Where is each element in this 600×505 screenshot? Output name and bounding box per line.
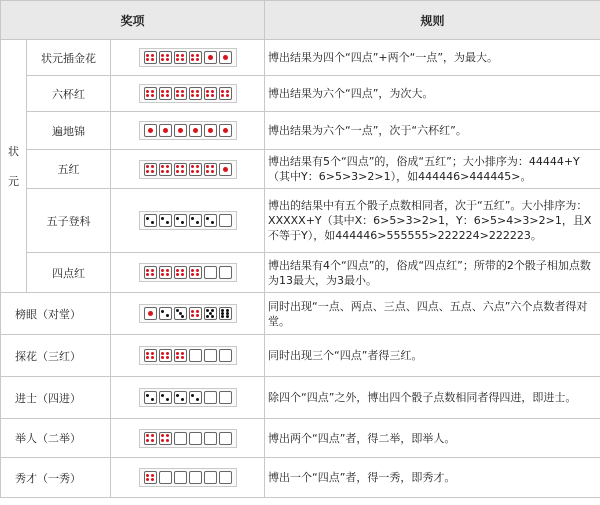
award-name: 举人（二举） [1, 419, 111, 458]
die-pip [161, 394, 164, 397]
award-name: 五子登科 [27, 189, 111, 253]
rule-header: 规则 [265, 1, 600, 40]
die-pip [161, 94, 164, 97]
die-pip [176, 58, 179, 61]
die-pip [146, 478, 149, 481]
die-pip [206, 315, 209, 318]
die-pip [166, 221, 169, 224]
die-pip [181, 165, 184, 168]
die-pip [191, 394, 194, 397]
blank-die-icon [189, 349, 202, 362]
table-row [1, 335, 600, 377]
die-two-icon [204, 214, 217, 227]
rule-text: 除四个“四点”之外，博出四个骰子点数相同者得四进，即进士。 [265, 377, 600, 419]
die-pip [181, 315, 184, 318]
award-name: 四点红 [27, 253, 111, 293]
die-pip [151, 58, 154, 61]
die-pip [193, 128, 198, 133]
die-two-icon [174, 391, 187, 404]
die-pip [161, 269, 164, 272]
dice-cell [111, 112, 265, 150]
rule-text: 博出结果有5个“四点”的，俗成“五红”；大小排序为：44444+Y（其中Y：6>5>3>2>1），如444446>444445>。 [265, 150, 600, 189]
die-pip [161, 54, 164, 57]
die-pip [146, 94, 149, 97]
die-pip [181, 94, 184, 97]
die-pip [151, 356, 154, 359]
blank-die-icon [174, 432, 187, 445]
die-pip [181, 170, 184, 173]
die-pip [196, 398, 199, 401]
die-four-icon [174, 51, 187, 64]
dice-cell [111, 76, 265, 112]
die-pip [191, 310, 194, 313]
die-pip [146, 58, 149, 61]
blank-die-icon [189, 471, 202, 484]
die-pip [146, 356, 149, 359]
die-four-icon [144, 51, 157, 64]
blank-die-icon [219, 432, 232, 445]
die-pip [166, 356, 169, 359]
die-pip [206, 165, 209, 168]
award-name: 秀才（一秀） [1, 458, 111, 498]
header-row [1, 1, 600, 40]
die-pip [166, 165, 169, 168]
award-header: 奖项 [1, 1, 265, 40]
dice-cell [111, 293, 265, 335]
die-pip [146, 217, 149, 220]
die-pip [176, 356, 179, 359]
rule-text: 博出结果为四个“四点”+两个“一点”，为最大。 [265, 40, 600, 76]
die-pip [226, 94, 229, 97]
table-row [1, 293, 600, 335]
die-four-icon [144, 266, 157, 279]
dice-group [139, 263, 237, 282]
die-four-icon [174, 349, 187, 362]
die-pip [166, 352, 169, 355]
die-pip [196, 58, 199, 61]
die-pip [151, 54, 154, 57]
die-pip [146, 90, 149, 93]
die-pip [191, 90, 194, 93]
die-one-icon [219, 124, 232, 137]
table-row [1, 253, 600, 293]
dice-group [139, 388, 237, 407]
die-pip [146, 273, 149, 276]
die-pip [211, 170, 214, 173]
table-row [1, 189, 600, 253]
dice-group [139, 160, 237, 179]
die-pip [181, 269, 184, 272]
die-pip [196, 221, 199, 224]
blank-die-icon [204, 471, 217, 484]
die-pip [151, 439, 154, 442]
die-four-icon [189, 307, 202, 320]
die-pip [166, 54, 169, 57]
die-pip [196, 54, 199, 57]
award-name: 探花（三红） [1, 335, 111, 377]
die-pip [151, 352, 154, 355]
die-pip [208, 55, 213, 60]
die-four-icon [189, 163, 202, 176]
table-row [1, 112, 600, 150]
die-four-icon [159, 87, 172, 100]
die-pip [151, 434, 154, 437]
blank-die-icon [204, 266, 217, 279]
die-pip [151, 474, 154, 477]
die-pip [161, 273, 164, 276]
award-name: 榜眼（对堂） [1, 293, 111, 335]
die-one-icon [144, 124, 157, 137]
rule-text: 博出的结果中有五个骰子点数相同者，次于“五红”。大小排序为：XXXXX+Y（其中X：6>5>3>2>1，Y：6>5>4>3>2>1，且X不等于Y），如444446>555555>222224>222223。 [265, 189, 600, 253]
die-pip [211, 165, 214, 168]
die-pip [221, 315, 224, 318]
die-pip [146, 170, 149, 173]
die-pip [223, 167, 228, 172]
blank-die-icon [204, 432, 217, 445]
die-pip [161, 58, 164, 61]
die-one-icon [189, 124, 202, 137]
die-four-icon [159, 51, 172, 64]
die-four-icon [189, 266, 202, 279]
rule-text: 同时出现“一点、两点、三点、四点、五点、六点”六个点数者得对堂。 [265, 293, 600, 335]
die-pip [146, 474, 149, 477]
die-pip [191, 273, 194, 276]
die-pip [181, 54, 184, 57]
dice-cell [111, 419, 265, 458]
die-pip [163, 128, 168, 133]
die-pip [191, 314, 194, 317]
die-pip [148, 128, 153, 133]
blank-die-icon [219, 266, 232, 279]
die-pip [211, 94, 214, 97]
die-pip [151, 269, 154, 272]
die-pip [196, 269, 199, 272]
die-pip [181, 90, 184, 93]
die-three-icon [174, 307, 187, 320]
die-four-icon [159, 163, 172, 176]
die-two-icon [159, 307, 172, 320]
dice-cell [111, 40, 265, 76]
die-pip [211, 309, 214, 312]
blank-die-icon [174, 471, 187, 484]
die-pip [211, 221, 214, 224]
die-pip [161, 356, 164, 359]
die-pip [196, 94, 199, 97]
die-pip [223, 55, 228, 60]
die-pip [226, 315, 229, 318]
dice-group [139, 346, 237, 365]
die-two-icon [189, 214, 202, 227]
die-pip [176, 269, 179, 272]
die-pip [196, 165, 199, 168]
die-one-icon [219, 51, 232, 64]
die-pip [181, 221, 184, 224]
die-two-icon [144, 391, 157, 404]
die-pip [166, 273, 169, 276]
die-pip [166, 58, 169, 61]
die-pip [176, 90, 179, 93]
die-six-icon [219, 307, 232, 320]
blank-die-icon [159, 471, 172, 484]
die-pip [191, 217, 194, 220]
die-pip [211, 315, 214, 318]
die-one-icon [204, 124, 217, 137]
die-pip [206, 217, 209, 220]
blank-die-icon [219, 391, 232, 404]
table-row [1, 419, 600, 458]
dice-cell [111, 458, 265, 498]
die-pip [161, 352, 164, 355]
die-two-icon [144, 214, 157, 227]
rule-text: 博出一个“四点”者，得一秀，即秀才。 [265, 458, 600, 498]
rule-text: 博出结果为六个“四点”，为次大。 [265, 76, 600, 112]
die-pip [146, 165, 149, 168]
die-pip [176, 170, 179, 173]
die-five-icon [204, 307, 217, 320]
die-pip [196, 170, 199, 173]
dice-cell [111, 377, 265, 419]
die-pip [196, 314, 199, 317]
die-pip [221, 90, 224, 93]
die-pip [161, 310, 164, 313]
die-pip [206, 170, 209, 173]
blank-die-icon [189, 432, 202, 445]
die-two-icon [159, 391, 172, 404]
die-pip [146, 394, 149, 397]
die-pip [151, 94, 154, 97]
die-four-icon [219, 87, 232, 100]
die-pip [208, 128, 213, 133]
dice-group [139, 211, 237, 230]
die-four-icon [159, 266, 172, 279]
die-pip [166, 170, 169, 173]
die-pip [166, 269, 169, 272]
die-pip [206, 90, 209, 93]
die-pip [191, 165, 194, 168]
die-pip [166, 94, 169, 97]
die-pip [148, 311, 153, 316]
blank-die-icon [219, 471, 232, 484]
die-pip [161, 90, 164, 93]
rule-text: 博出结果为六个“一点”，次于“六杯红”。 [265, 112, 600, 150]
die-pip [161, 165, 164, 168]
die-four-icon [204, 163, 217, 176]
die-four-icon [144, 349, 157, 362]
die-pip [166, 434, 169, 437]
die-pip [146, 352, 149, 355]
die-four-icon [189, 87, 202, 100]
die-four-icon [144, 87, 157, 100]
die-one-icon [159, 124, 172, 137]
die-pip [196, 273, 199, 276]
die-pip [211, 90, 214, 93]
die-four-icon [144, 432, 157, 445]
blank-die-icon [204, 391, 217, 404]
table-row [1, 76, 600, 112]
die-pip [196, 90, 199, 93]
die-pip [161, 217, 164, 220]
dice-group [139, 48, 237, 67]
dice-group [139, 468, 237, 487]
dice-group [139, 429, 237, 448]
dice-group [139, 121, 237, 140]
die-pip [226, 90, 229, 93]
die-four-icon [144, 163, 157, 176]
die-pip [166, 90, 169, 93]
blank-die-icon [219, 214, 232, 227]
die-pip [181, 356, 184, 359]
award-name: 进士（四进） [1, 377, 111, 419]
die-pip [151, 478, 154, 481]
die-two-icon [189, 391, 202, 404]
die-four-icon [174, 87, 187, 100]
dice-cell [111, 335, 265, 377]
die-pip [221, 94, 224, 97]
die-one-icon [219, 163, 232, 176]
rule-text: 同时出现三个“四点”者得三红。 [265, 335, 600, 377]
category-label: 状 元 [8, 144, 19, 188]
award-name: 状元插金花 [27, 40, 111, 76]
die-pip [181, 398, 184, 401]
die-pip [176, 217, 179, 220]
die-pip [181, 352, 184, 355]
die-pip [191, 269, 194, 272]
die-four-icon [159, 432, 172, 445]
blank-die-icon [204, 349, 217, 362]
die-pip [146, 434, 149, 437]
die-pip [161, 439, 164, 442]
rule-text: 博出结果有4个“四点”的，俗成“四点红”；所带的2个骰子相加点数为13最大，为3最小。 [265, 253, 600, 293]
die-two-icon [159, 214, 172, 227]
dice-cell [111, 253, 265, 293]
rule-text: 博出两个“四点”者，得二举，即举人。 [265, 419, 600, 458]
die-pip [151, 221, 154, 224]
die-pip [191, 94, 194, 97]
die-one-icon [204, 51, 217, 64]
die-one-icon [174, 124, 187, 137]
category-cell [1, 40, 27, 293]
die-four-icon [174, 266, 187, 279]
die-four-icon [189, 51, 202, 64]
die-pip [191, 54, 194, 57]
die-pip [176, 54, 179, 57]
table-row [1, 150, 600, 189]
die-pip [181, 58, 184, 61]
award-name: 五红 [27, 150, 111, 189]
die-four-icon [174, 163, 187, 176]
table-row [1, 40, 600, 76]
award-name: 六杯红 [27, 76, 111, 112]
die-pip [176, 352, 179, 355]
die-pip [151, 90, 154, 93]
die-pip [176, 94, 179, 97]
die-pip [151, 170, 154, 173]
die-pip [151, 398, 154, 401]
die-four-icon [144, 471, 157, 484]
die-pip [151, 165, 154, 168]
die-pip [151, 273, 154, 276]
die-pip [206, 94, 209, 97]
die-pip [181, 273, 184, 276]
die-two-icon [174, 214, 187, 227]
die-pip [176, 394, 179, 397]
die-one-icon [144, 307, 157, 320]
table-row [1, 458, 600, 498]
die-pip [166, 439, 169, 442]
die-pip [176, 165, 179, 168]
dice-cell [111, 150, 265, 189]
blank-die-icon [219, 349, 232, 362]
dice-group [139, 84, 237, 103]
die-pip [223, 128, 228, 133]
die-pip [178, 128, 183, 133]
die-pip [146, 439, 149, 442]
die-pip [161, 434, 164, 437]
die-pip [191, 58, 194, 61]
die-four-icon [159, 349, 172, 362]
table-row [1, 377, 600, 419]
die-pip [176, 273, 179, 276]
die-pip [191, 170, 194, 173]
die-four-icon [204, 87, 217, 100]
die-pip [146, 269, 149, 272]
die-pip [161, 170, 164, 173]
die-pip [196, 310, 199, 313]
die-pip [166, 398, 169, 401]
die-pip [166, 314, 169, 317]
die-pip [146, 54, 149, 57]
award-name: 遍地锦 [27, 112, 111, 150]
dice-cell [111, 189, 265, 253]
dice-group [139, 304, 237, 323]
